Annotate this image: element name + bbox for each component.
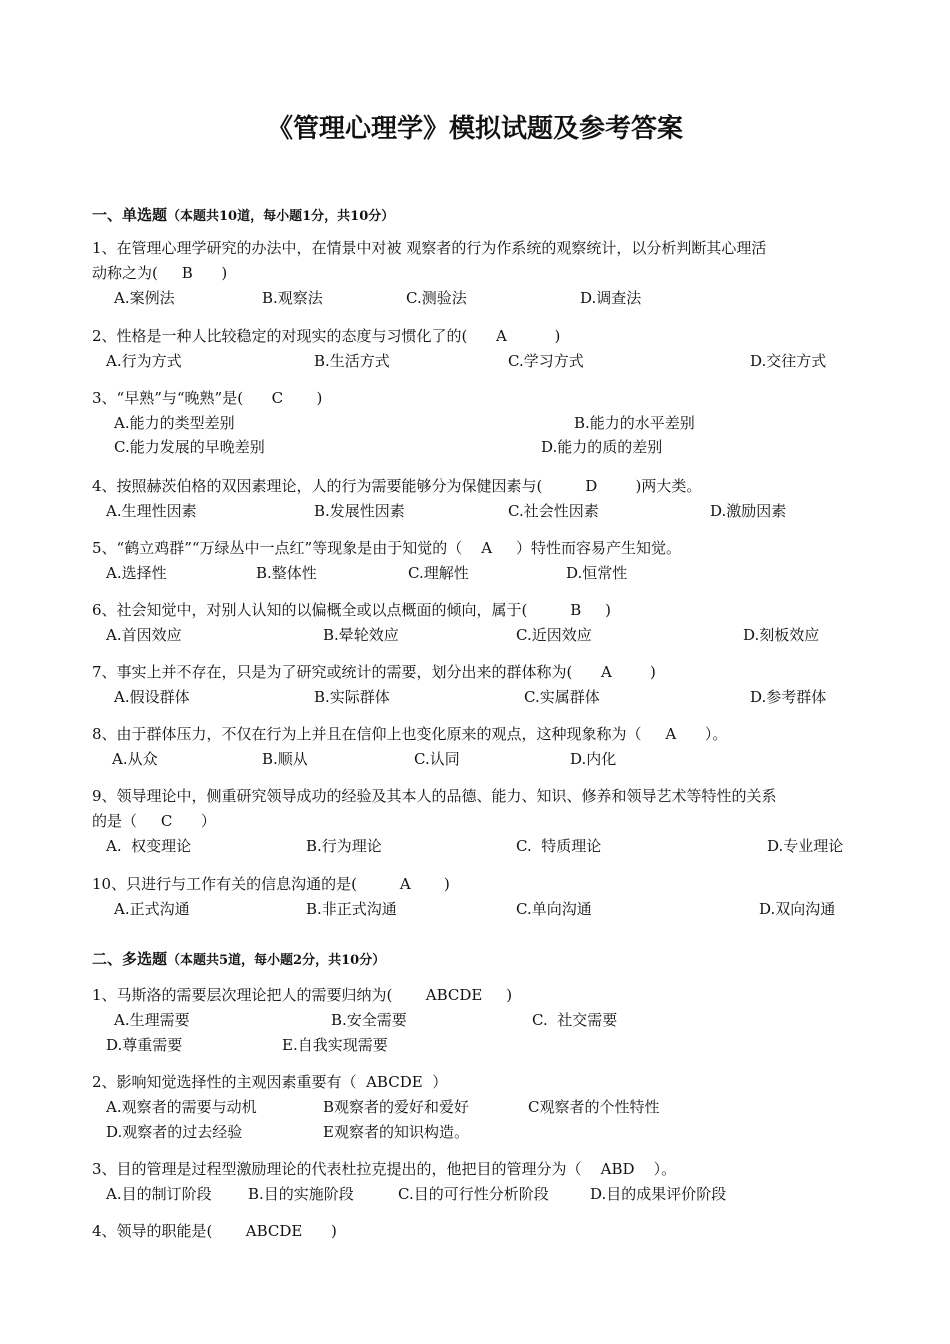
answer-option: C.能力发展的早晚差别: [114, 438, 265, 456]
question-stem: 3、“早熟”与“晚熟”是( C ): [92, 389, 323, 407]
answer-option: B.非正式沟通: [306, 900, 397, 918]
answer-option: A.能力的类型差别: [114, 414, 235, 432]
answer-option: D.尊重需要: [106, 1036, 183, 1054]
answer-option: C. 社交需要: [532, 1011, 618, 1029]
section-label: 一、单选题: [92, 206, 168, 224]
answer-option: B.行为理论: [306, 837, 382, 855]
answer-option: C.测验法: [406, 289, 467, 307]
answer-option: A.目的制订阶段: [106, 1185, 212, 1203]
answer-option: C.认同: [414, 750, 460, 768]
answer-option: A.假设群体: [114, 688, 190, 706]
page-title: 《管理心理学》模拟试题及参考答案: [266, 114, 683, 144]
answer-option: B.整体性: [256, 564, 317, 582]
question-stem: 5、“鹤立鸡群”“万绿丛中一点红”等现象是由于知觉的（ A ）特性而容易产生知觉。: [92, 539, 681, 557]
answer-option: A.观察者的需要与动机: [106, 1098, 257, 1116]
section-note: （本题共10道，每小题1分，共10分）: [167, 209, 395, 224]
question-stem: 4、领导的职能是( ABCDE ): [92, 1222, 337, 1240]
answer-option: A.生理需要: [114, 1011, 190, 1029]
answer-option: D.刻板效应: [743, 626, 820, 644]
answer-option: D.双向沟通: [759, 900, 836, 918]
answer-option: A. 权变理论: [106, 837, 192, 855]
answer-option: B.生活方式: [314, 352, 390, 370]
answer-option: A.生理性因素: [106, 502, 197, 520]
answer-option: A.从众: [112, 750, 158, 768]
section-note: （本题共5道，每小题2分，共10分）: [167, 953, 386, 968]
answer-option: D.专业理论: [767, 837, 844, 855]
answer-option: A.行为方式: [106, 352, 182, 370]
answer-option: B.目的实施阶段: [248, 1185, 354, 1203]
answer-option: C.目的可行性分析阶段: [398, 1185, 549, 1203]
answer-option: B.实际群体: [314, 688, 390, 706]
question-stem: 动称之为( B ): [92, 264, 228, 282]
answer-option: C.单向沟通: [516, 900, 592, 918]
answer-option: A.选择性: [106, 564, 167, 582]
question-stem: 1、马斯洛的需要层次理论把人的需要归纳为( ABCDE ): [92, 986, 513, 1004]
section-label: 二、多选题: [92, 950, 168, 968]
answer-option: D.内化: [570, 750, 617, 768]
answer-option: D.观察者的过去经验: [106, 1123, 243, 1141]
question-stem: 3、目的管理是过程型激励理论的代表杜拉克提出的，他把目的管理分为（ ABD ）。: [92, 1160, 677, 1178]
question-stem: 2、性格是一种人比较稳定的对现实的态度与习惯化了的( A ): [92, 327, 561, 345]
answer-option: E.自我实现需要: [282, 1036, 388, 1054]
answer-option: D.目的成果评价阶段: [590, 1185, 727, 1203]
answer-option: D.激励因素: [710, 502, 787, 520]
answer-option: B.安全需要: [331, 1011, 407, 1029]
answer-option: C观察者的个性特性: [528, 1098, 660, 1116]
answer-option: C. 特质理论: [516, 837, 602, 855]
answer-option: B.晕轮效应: [323, 626, 399, 644]
section-heading-multiple-choice: [92, 948, 385, 969]
answer-option: C.近因效应: [516, 626, 592, 644]
answer-option: E观察者的知识构造。: [323, 1123, 469, 1141]
answer-option: B.观察法: [262, 289, 323, 307]
answer-option: A.案例法: [114, 289, 175, 307]
question-stem: 2、影响知觉选择性的主观因素重要有（ ABCDE ）: [92, 1073, 448, 1091]
answer-option: C.理解性: [408, 564, 469, 582]
question-stem: 10、只进行与工作有关的信息沟通的是( A ): [92, 875, 450, 893]
answer-option: C.社会性因素: [508, 502, 599, 520]
question-stem: 6、社会知觉中，对别人认知的以偏概全或以点概面的倾向，属于( B ): [92, 601, 612, 619]
answer-option: D.恒常性: [566, 564, 628, 582]
answer-option: D.调查法: [580, 289, 642, 307]
question-stem: 的是（ C ）: [92, 812, 216, 830]
question-stem: 7、事实上并不存在，只是为了研究或统计的需要，划分出来的群体称为( A ): [92, 663, 656, 681]
answer-option: C.学习方式: [508, 352, 584, 370]
question-stem: 9、领导理论中，侧重研究领导成功的经验及其本人的品德、能力、知识、修养和领导艺术等特性的关系: [92, 787, 777, 805]
section-heading-single-choice: [92, 204, 394, 225]
question-stem: 1、在管理心理学研究的办法中，在情景中对被 观察者的行为作系统的观察统计，以分析判断其心理活: [92, 239, 767, 257]
answer-option: A.首因效应: [106, 626, 182, 644]
answer-option: D.能力的质的差别: [541, 438, 663, 456]
question-stem: 8、由于群体压力，不仅在行为上并且在信仰上也变化原来的观点，这种现象称为（ A ）。: [92, 725, 728, 743]
question-stem: 4、按照赫茨伯格的双因素理论，人的行为需要能够分为保健因素与( D )两大类。: [92, 477, 702, 495]
answer-option: D.交往方式: [750, 352, 827, 370]
answer-option: B.顺从: [262, 750, 308, 768]
answer-option: B.发展性因素: [314, 502, 405, 520]
answer-option: B.能力的水平差别: [574, 414, 695, 432]
answer-option: B观察者的爱好和爱好: [323, 1098, 470, 1116]
answer-option: D.参考群体: [750, 688, 827, 706]
answer-option: C.实属群体: [524, 688, 600, 706]
answer-option: A.正式沟通: [114, 900, 190, 918]
